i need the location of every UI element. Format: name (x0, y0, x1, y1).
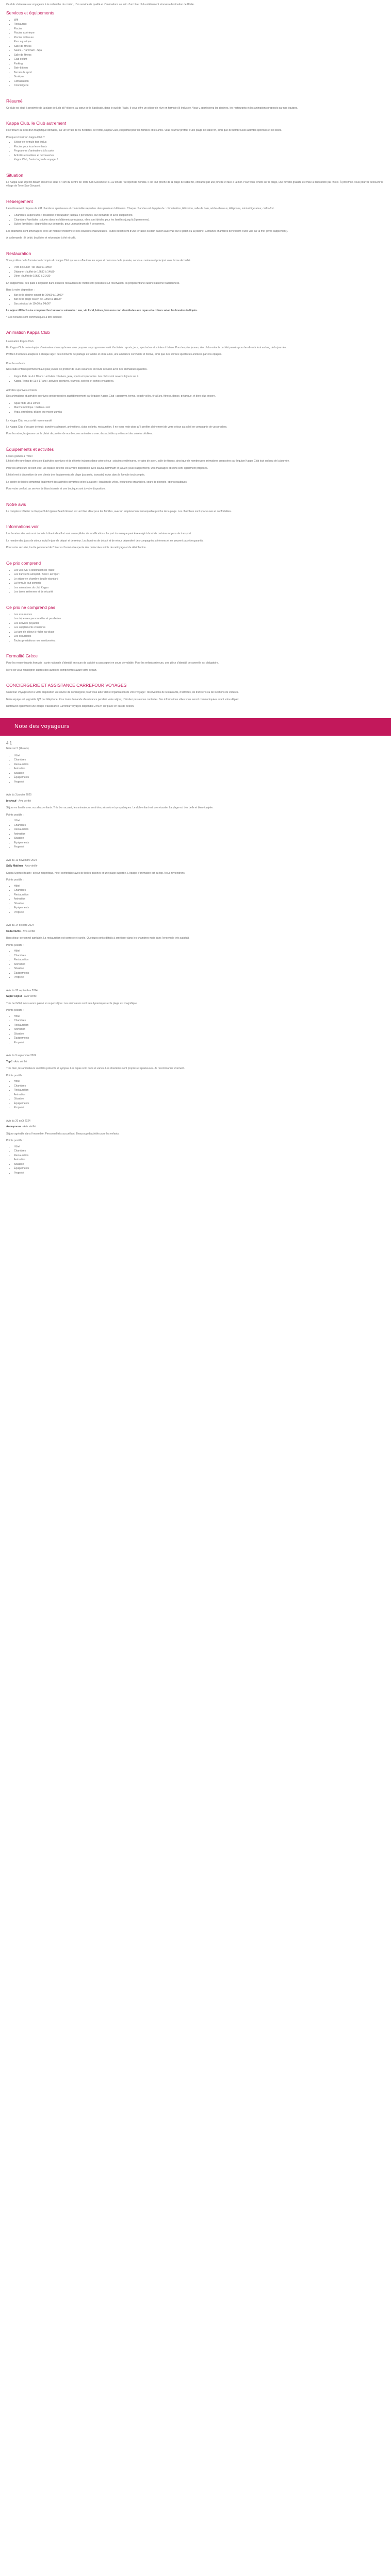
service-item: • Piscine (14, 27, 385, 31)
review-card (6, 989, 385, 1045)
bars-list (6, 294, 385, 307)
bars-label: Bars à votre disposition : (6, 289, 35, 292)
kids-clubs-list (6, 375, 385, 384)
info-text-3: Pour votre sécurité, tout le personnel de l'hôtel est formé et respecte des protocoles stricts de nettoyage et de désinfection. (6, 546, 146, 549)
review-author-line: bitchouf · Avis vérifié (6, 799, 31, 803)
review-criteria-item: • Animation (14, 897, 385, 902)
price-excludes-item: • Les dépenses personnelles et pourboires (14, 617, 385, 621)
equipements-text: L'hôtel offre une large sélection d'activités sportives et de détente incluses dans votre séjour : piscines extérieures, terrains de sport, salle de fitness, ainsi que de nombreuses animations proposées par l'équipe Kappa Club tout au long de la journée. (6, 460, 290, 463)
notre-avis-text: Le complexe hôtelier Le Kappa Club Ugento Beach Resort est un hôtel idéal pour les familles, avec un emplacement remarquable proche de la plage. Les chambres sont spacieuses et confortables. (6, 510, 232, 513)
review-card (6, 1120, 385, 1176)
equipements-title: Équipements et activités (6, 446, 54, 452)
kappa-label: Pourquoi choisir un Kappa Club ? (6, 135, 45, 139)
review-criteria-item: • Animation (14, 833, 385, 837)
meal-time-item: • Déjeuner : buffet de 12h30 à 14h30 (14, 270, 385, 275)
price-includes-item: • La formule tout compris (14, 582, 385, 586)
review-criteria-item: • Restauration (14, 828, 385, 832)
page (0, 0, 391, 1175)
review-verified: Avis vérifié (25, 865, 38, 868)
reviews-header-bar (0, 718, 391, 736)
price-excludes-title: Ce prix ne comprend pas (6, 604, 55, 610)
review-criteria-item: • Animation (14, 1158, 385, 1162)
kids-club-item: • Kappa Teens de 11 à 17 ans : activités sportives, tournois, soirées et sorties encadrées. (14, 380, 385, 384)
review-verified: Avis vérifié (22, 929, 36, 933)
review-text: Très bien, les animateurs sont très présents et sympas. Les repas sont bons et variés. Les chambres sont propres et spacieuses. Je recommande vivement. (6, 1067, 185, 1070)
service-item: • Parc aquatique (14, 40, 385, 44)
recommend-text: Le Kappa Club s'occupe de tout : transferts aéroport, animations, clubs enfants, restauration. Il ne vous reste plus qu'à profiter pleinement de votre séjour au soleil en compagnie de vos proches. (6, 425, 227, 429)
kids-subtitle: Pour les enfants (6, 362, 25, 365)
review-date: Avis du 14 octobre 2024 (6, 924, 34, 927)
sports-subtitle: Activités sportives et loisirs (6, 388, 37, 392)
review-positives-label: Points positifs : (6, 1074, 24, 1077)
service-item: • Conciergerie (14, 84, 385, 88)
review-card (6, 924, 385, 980)
review-criteria-item: • Situation (14, 967, 385, 971)
review-author-line: Anonymous · Avis vérifié (6, 1125, 36, 1128)
price-includes-title: Ce prix comprend (6, 560, 41, 566)
kappa-item: • Activités encadrées et découvertes (14, 154, 385, 158)
review-date: Avis du 3 janvier 2025 (6, 793, 32, 796)
price-includes-item: • Le séjour en chambre double standard (14, 578, 385, 582)
hebergement-title: Hébergement (6, 198, 33, 204)
review-author: Super séjour (6, 995, 22, 998)
review-criteria-item: • Restauration (14, 1089, 385, 1093)
sport-item: • Aqua fit de 9h à 10h30 (14, 402, 385, 406)
criteria-item: • Équipements (14, 776, 385, 780)
review-criteria-item: • Propreté (14, 845, 385, 850)
meal-time-item: • Petit-déjeuner : de 7h00 à 10h00 (14, 266, 385, 270)
review-card (6, 859, 385, 915)
review-criteria-item: • Hôtel (14, 1080, 385, 1084)
review-criteria-item: • Situation (14, 1032, 385, 1037)
review-author: Sally Mattheu (6, 865, 23, 868)
price-excludes-item: • Les assurances (14, 613, 385, 617)
formalite-title: Formalité Grèce (6, 653, 38, 658)
review-text: Séjour agréable dans l'ensemble. Personnel très accueillant. Beaucoup d'activités pour les enfants. (6, 1132, 120, 1136)
hotel-description (0, 0, 391, 709)
review-criteria-item: • Situation (14, 1163, 385, 1167)
restauration-text: Vous profitez de la formule tout compris du Kappa Club qui vous offre tous les repas et boissons de la journée, servis au restaurant principal sous forme de buffet. (6, 259, 191, 262)
review-criteria-item: • Restauration (14, 893, 385, 897)
animation-title: Animation Kappa Club (6, 330, 50, 335)
price-excludes-item: • Les excursions (14, 635, 385, 639)
services-list (6, 19, 385, 88)
situation-title: Situation (6, 172, 24, 178)
kappa-item: • Programme d'animations à la carte (14, 149, 385, 154)
review-author-line: Sally Mattheu · Avis vérifié (6, 865, 38, 868)
room-type-item: • Suites familiales : disponibles sur demande, pour un maximum de 4 personnes. (14, 223, 385, 227)
review-criteria-item: • Équipements (14, 1037, 385, 1041)
review-criteria-item: • Hôtel (14, 1145, 385, 1149)
kappa-item: • Séjour en formule tout inclus (14, 141, 385, 145)
review-text: Très bel hôtel, nous avons passé un super séjour. Les animateurs sont très dynamiques et la plage est magnifique. (6, 1002, 138, 1005)
review-author-line: Top ! · Avis vérifié (6, 1060, 27, 1063)
restauration-footnote: * Ces horaires sont communiqués à titre indicatif. (6, 315, 62, 319)
review-author: Collect1234 (6, 929, 21, 933)
review-criteria-item: • Hôtel (14, 885, 385, 889)
service-item: • Climatisation (14, 80, 385, 84)
review-text: Bon séjour, personnel agréable. La restauration est correcte et variée. Quelques petits détails à améliorer dans les chambres mais dans l'ensemble très satisfait. (6, 937, 190, 940)
all-inclusive-note: Le séjour All Inclusive comprend les boissons suivantes : eau, vin local, bières, boissons non alcoolisées aux repas et aux bars selon les horaires indiqués. (6, 309, 198, 312)
conciergerie-text-3: Retrouvez également une équipe d'assistance Carrefour Voyages disponible 24h/24 sur place en cas de besoin. (6, 705, 135, 708)
review-criteria-item: • Restauration (14, 1154, 385, 1158)
price-excludes-list (6, 613, 385, 643)
teens-text: Pour les ados, les jeunes ont le plaisir de profiter de nombreuses animations avec des activités sportives et des soirées dédiées. (6, 432, 153, 435)
resume-text: Ce club est situé à proximité de la plage de Lido di Policoro, au cœur de la Basilicate, dans le sud de l'Italie. Il vous offre un séjour de rêve en formule All Inclusive. Vous y apprécierez les piscines, les restaurants et les animations proposés par nos équipes. (6, 106, 298, 110)
animation-text: En Kappa Club, notre équipe d'animateurs francophones vous propose un programme varié d'activités : sports, jeux, spectacles et soirées à thème. Pour les plus jeunes, des clubs enfants ont été pensés pour les divertir tout au long de la journée. (6, 346, 287, 349)
review-criteria-item: • Propreté (14, 1041, 385, 1045)
review-criteria-item: • Chambres (14, 1084, 385, 1089)
review-criteria-list (6, 819, 385, 850)
review-author: Anonymous (6, 1125, 21, 1128)
conciergerie-text-2: Notre équipe est joignable 7j/7 par téléphone. Pour toute demande d'assistance pendant votre séjour, n'hésitez pas à nous contacter. Des informations utiles vous seront communiquées avant votre départ. (6, 698, 239, 701)
review-criteria-list (6, 885, 385, 915)
review-criteria-item: • Propreté (14, 1106, 385, 1110)
review-criteria-item: • Animation (14, 1028, 385, 1032)
review-criteria-item: • Chambres (14, 889, 385, 893)
reviews-section (0, 736, 391, 1176)
review-criteria-item: • Propreté (14, 911, 385, 915)
review-criteria-item: • Restauration (14, 958, 385, 962)
review-date: Avis du 28 septembre 2024 (6, 989, 38, 992)
intro-text: Ce club s'adresse aux voyageurs à la recherche du confort, d'un service de qualité et d'animations au sein d'un hôtel club entièrement rénové à destination de l'Italie. (6, 3, 194, 6)
review-criteria-item: • Situation (14, 837, 385, 841)
animation-text-2: Profitez d'activités adaptées à chaque âge : des moments de partage en famille et entre amis, une ambiance conviviale et festive, ainsi que des soirées spectacles animées par nos équipes. (6, 353, 222, 356)
review-criteria-item: • Équipements (14, 841, 385, 845)
room-type-item: • Chambres Familiales : situées dans les bâtiments principaux, elles sont idéales pour les familles (jusqu'à 5 personnes). (14, 218, 385, 223)
hebergement-note: À la demande : lit bébé, bouilloire et nécessaire à thé et café. (6, 236, 76, 240)
price-includes-item: • Les taxes aériennes et de sécurité (14, 590, 385, 595)
price-includes-item: • Les transferts aéroport / hôtel / aéroport (14, 573, 385, 577)
review-positives-label: Points positifs : (6, 878, 24, 882)
service-item: • Piscine extérieure (14, 31, 385, 36)
bar-item: • Bar de la plage ouvert de 10h00 à 18h00* (14, 298, 385, 302)
review-criteria-item: • Propreté (14, 1172, 385, 1176)
kids-text: Nos clubs enfants permettent aux plus jeunes de profiter de leurs vacances en toute sécurité avec des animateurs qualifiés. (6, 368, 148, 371)
review-positives-label: Points positifs : (6, 1139, 24, 1142)
equipements-text-4: Le centre de loisirs comprend également des activités payantes selon la saison : location de vélos, excursions organisées, cours de plongée, sports nautiques. (6, 480, 188, 484)
formalite-text: Pour les ressortissants français : carte nationale d'identité en cours de validité ou passeport en cours de validité. Pour les enfants mineurs, une pièce d'identité personnelle est obligatoire. (6, 662, 219, 665)
review-verified: Avis vérifié (14, 1060, 27, 1063)
review-text: Séjour en famille avec nos deux enfants. Très bon accueil, les animateurs sont très présents et sympathiques. Le club enfant est une réussite. La plage est très belle et bien équipée. (6, 806, 214, 809)
sport-item: • Yoga, stretching, pilates ou encore zumba (14, 411, 385, 415)
review-verified: Avis vérifié (23, 1125, 36, 1128)
review-criteria-list (6, 1015, 385, 1045)
review-criteria-item: • Équipements (14, 1167, 385, 1171)
review-criteria-item: • Hôtel (14, 1015, 385, 1019)
kids-club-item: • Kappa Kids de 4 à 10 ans : activités créatives, jeux, sports et spectacles. Les clubs sont ouverts 6 jours sur 7. (14, 375, 385, 379)
price-excludes-item: • Toutes prestations non mentionnées (14, 639, 385, 643)
room-type-item: • Chambres Supérieures : possibilité d'occupation jusqu'à 4 personnes, sur demande et avec supplément. (14, 214, 385, 218)
review-criteria-item: • Animation (14, 1093, 385, 1097)
review-positives-label: Points positifs : (6, 813, 24, 817)
review-criteria-item: • Hôtel (14, 819, 385, 823)
review-positives-label: Points positifs : (6, 943, 24, 947)
criteria-item: • Chambres (14, 758, 385, 762)
review-criteria-item: • Chambres (14, 1149, 385, 1154)
price-includes-item: • Les animations du club Kappa (14, 586, 385, 590)
criteria-item: • Hôtel (14, 754, 385, 758)
service-item: • Piscine intérieure (14, 36, 385, 40)
review-positives-label: Points positifs : (6, 1009, 24, 1012)
sports-list (6, 402, 385, 415)
price-includes-item: • Les vols A/R à destination de l'Italie (14, 569, 385, 573)
restauration-text-2: En supplément, des plats à déguster dans d'autres restaurants de l'hôtel sont possibles sur réservation. Ils proposent une cuisine italienne traditionnelle. (6, 281, 180, 285)
review-criteria-item: • Situation (14, 902, 385, 906)
review-criteria-item: • Équipements (14, 972, 385, 976)
kappa-title: Kappa Club, le Club autrement (6, 121, 67, 126)
review-criteria-item: • Chambres (14, 954, 385, 958)
kappa-item: • Piscine pour tous les enfants (14, 145, 385, 149)
service-item: • Bain-bâteau (14, 66, 385, 71)
review-criteria-item: • Équipements (14, 1102, 385, 1106)
conciergerie-title: CONCIERGERIE ET ASSISTANCE CARREFOUR VOYAGES (6, 683, 127, 688)
resume-title: Résumé (6, 98, 23, 104)
sport-item: • Marche nordique : matin ou soir (14, 406, 385, 410)
hebergement-text: L'établissement dispose de 431 chambres spacieuses et confortables réparties dans plusieurs bâtiments. Chaque chambre est équipée de : climatisation, télévision, salle de bain, sèche-cheveux, téléphone, mini-réfrigérateur, coffre-fort. (6, 207, 275, 210)
bar-item: • Bar de la piscine ouvert de 10h00 à 19h00* (14, 294, 385, 298)
review-date: Avis du 12 novembre 2024 (6, 858, 37, 862)
review-date: Avis du 20 août 2024 (6, 1119, 30, 1123)
criteria-item: • Situation (14, 772, 385, 776)
review-card (6, 793, 385, 850)
situation-text: Le Kappa Club Ugento Beach Resort se situe à 4 km du centre de Torre San Giovanni et à 112 km de l'aéroport de Brindisi. Il est tout proche de la plage de sable fin, entourée par une pinède et face à la mer. Pour vous rendre sur la plage, une navette gratuite est mise à disposition par l'hôtel. À proximité, vous pourrez découvrir le village de Torre San Giovanni. (6, 180, 384, 188)
review-author-line: Super séjour · Avis vérifié (6, 995, 37, 998)
review-author-line: Collect1234 · Avis vérifié (6, 929, 36, 933)
service-item: • Salle de fitness (14, 54, 385, 58)
kappa-item: • Kappa Club, l'autre façon de voyager ! (14, 158, 385, 162)
price-excludes-item: • Les suppléments chambres (14, 626, 385, 630)
info-text-2: Le nombre des jours de séjour inclut le jour de départ et de retour. Les horaires de départ et de retour dépendent des compagnies aériennes et ne peuvent pas être garantis. (6, 539, 204, 543)
info-title: Informations voir (6, 524, 39, 529)
bar-item: • Bar principal de 10h00 à 24h00* (14, 302, 385, 307)
review-criteria-list (6, 950, 385, 980)
price-excludes-item: • Les activités payantes (14, 622, 385, 626)
criteria-item: • Propreté (14, 781, 385, 785)
price-excludes-item: • La taxe de séjour à régler sur place (14, 631, 385, 635)
criteria-item: • Restauration (14, 763, 385, 767)
review-criteria-item: • Chambres (14, 824, 385, 828)
review-author: bitchouf (6, 799, 17, 803)
review-verified: Avis vérifié (24, 995, 37, 998)
service-item: • Wifi (14, 19, 385, 23)
review-criteria-item: • Animation (14, 963, 385, 967)
service-item: • Salle de fitness (14, 45, 385, 49)
service-item: • Terrain de sport (14, 71, 385, 75)
review-card (6, 1054, 385, 1110)
sports-text: Des animations et activités sportives sont proposées quotidiennement par l'équipe Kappa Club : aquagym, tennis, beach-volley, tir à l'arc, fitness, danse, pétanque, et bien plus encore. (6, 395, 216, 398)
review-criteria-item: • Chambres (14, 1019, 385, 1023)
equipements-text-2: Pour les amateurs de bien-être, un espace détente est à votre disposition avec sauna, hammam et jacuzzi (avec supplément). Des massages et soins sont également proposés. (6, 466, 208, 470)
restauration-title: Restauration (6, 250, 31, 256)
info-text: Les horaires des vols sont donnés à titre indicatif et sont susceptibles de modifications. Le port du masque peut être exigé à bord de certains moyens de transport. (6, 532, 192, 535)
score-label: Note sur 5 (26 avis) (6, 747, 29, 750)
review-date: Avis du 9 septembre 2024 (6, 1054, 37, 1057)
hebergement-text-2: Les chambres sont aménagées avec un mobilier moderne et des couleurs chaleureuses. Toutes bénéficient d'une terrasse ou d'un balcon avec vue sur le jardin ou la piscine. Certaines chambres bénéficient d'une vue sur la mer (avec supplément). (6, 229, 288, 233)
meal-times-list (6, 266, 385, 279)
conciergerie-text: Carrefour Voyages met à votre disposition un service de conciergerie pour vous aider dans l'organisation de votre voyage : réservations de restaurants, d'activités, de transferts ou de locations de voitures. (6, 691, 239, 694)
review-criteria-item: • Hôtel (14, 950, 385, 954)
kappa-list (6, 141, 385, 162)
equipements-text-3: L'hôtel met à disposition de ses clients des équipements de plage (parasols, transats) inclus dans la formule tout compris. (6, 473, 145, 477)
overall-score (6, 741, 385, 747)
review-criteria-item: • Situation (14, 1097, 385, 1101)
price-includes-list (6, 569, 385, 595)
formalite-text-2: Merci de vous renseigner auprès des autorités compétentes avant votre départ. (6, 668, 97, 672)
service-item: • Sauna - Hammam - Spa (14, 49, 385, 53)
criteria-list (6, 754, 385, 785)
animation-subtitle: L'animation Kappa Club (6, 340, 34, 343)
meal-time-item: • Dîner : buffet de 19h30 à 21h30 (14, 275, 385, 279)
criteria-item: • Animation (14, 767, 385, 771)
score-value: 4.1 (6, 740, 12, 745)
service-item: • Restaurant (14, 23, 385, 27)
service-item: • Parking (14, 62, 385, 66)
review-author: Top ! (6, 1060, 12, 1063)
review-verified: Avis vérifié (18, 799, 31, 803)
review-criteria-item: • Propreté (14, 976, 385, 980)
kappa-text: Il se trouve au sein d'un magnifique domaine, sur un terrain de 60 hectares, cet hôtel, Kappa Club, est parfait pour les familles et les amis. Vous pourrez profiter d'une plage de sable fin, ainsi que de nombreuses activités sportives et de loisirs. (6, 129, 282, 132)
services-title: Services et équipements (6, 10, 55, 15)
equipements-subtitle: Loisirs gratuits à l'hôtel (6, 454, 32, 458)
service-item: • Boutique (14, 75, 385, 79)
notre-avis-title: Notre avis (6, 501, 26, 507)
review-criteria-list (6, 1080, 385, 1110)
review-criteria-list (6, 1145, 385, 1176)
equipements-text-5: Pour votre confort, un service de blanchisserie et une boutique sont à votre disposition. (6, 487, 106, 490)
hebergement-list (6, 214, 385, 227)
review-criteria-item: • Restauration (14, 1024, 385, 1028)
recommend-subtitle: Le Kappa Club nous a été recommandé (6, 419, 52, 422)
review-criteria-item: • Équipements (14, 906, 385, 910)
reviews-header-title: Note des voyageurs (14, 723, 70, 730)
service-item: • Club enfant (14, 58, 385, 62)
review-text: Kappa Ugento Beach : séjour magnifique, hôtel confortable avec de belles piscines et une plage superbe. L'équipe d'animation est au top. Nous reviendrons. (6, 871, 186, 875)
